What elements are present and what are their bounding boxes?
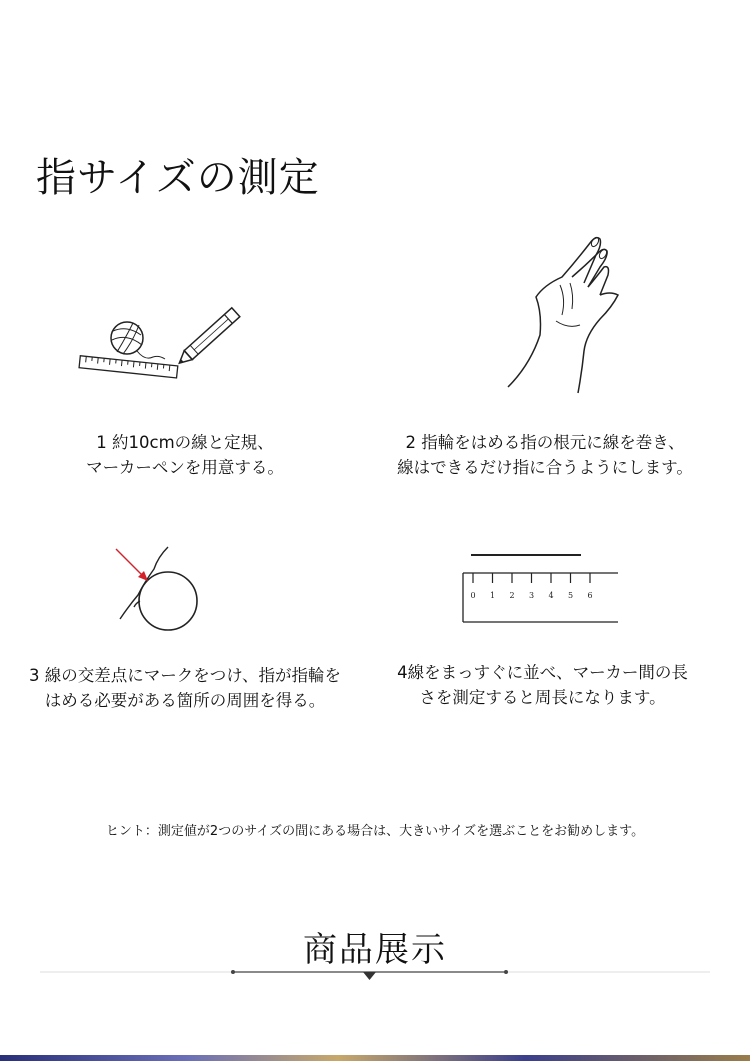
ruler-tick-label: 5	[567, 591, 574, 600]
thread-ruler-pencil-icon	[75, 295, 255, 395]
page-title: 指サイズの測定	[36, 155, 320, 201]
hand-icon	[500, 225, 640, 395]
step-4-text	[380, 660, 705, 710]
step-3-text	[5, 663, 365, 713]
ruler-tick-label: 3	[528, 591, 535, 600]
step-1-line-2: マーカーペンを用意する。	[86, 458, 284, 477]
step-2-line-2: 線はできるだけ指に合うようにします。	[397, 458, 693, 477]
ruler-tick-label: 0	[470, 591, 476, 600]
thread-loop-icon	[110, 543, 210, 638]
bottom-image-edge	[0, 1055, 750, 1061]
section-divider	[40, 963, 710, 983]
step-1-line-1: 1 約10cmの線と定規、	[96, 433, 274, 452]
ruler-tick-label: 6	[587, 591, 593, 600]
hint-text: ヒント：測定値が2つのサイズの間にある場合は、大きいサイズを選ぶことをお勧めします。	[105, 824, 645, 839]
step-3-line-1: 3 線の交差点にマークをつけ、指が指輪を	[28, 666, 342, 685]
ruler-tick-label: 2	[509, 591, 515, 600]
ruler-tick-label: 1	[489, 591, 496, 600]
step-2-line-1: 2 指輪をはめる指の根元に線を巻き、	[405, 433, 685, 452]
step-1-text	[60, 430, 310, 480]
ruler-tick-label: 4	[548, 591, 554, 600]
section-title: 商品展示	[303, 930, 447, 970]
step-3-line-2: はめる必要がある箇所の周囲を得る。	[44, 691, 326, 710]
step-4-line-2: さを測定すると周長になります。	[419, 688, 666, 707]
step-4-line-1: 4線をまっすぐに並べ、マーカー間の長	[397, 663, 688, 682]
step-2-text	[385, 430, 705, 480]
ruler-measure-icon	[463, 552, 618, 627]
